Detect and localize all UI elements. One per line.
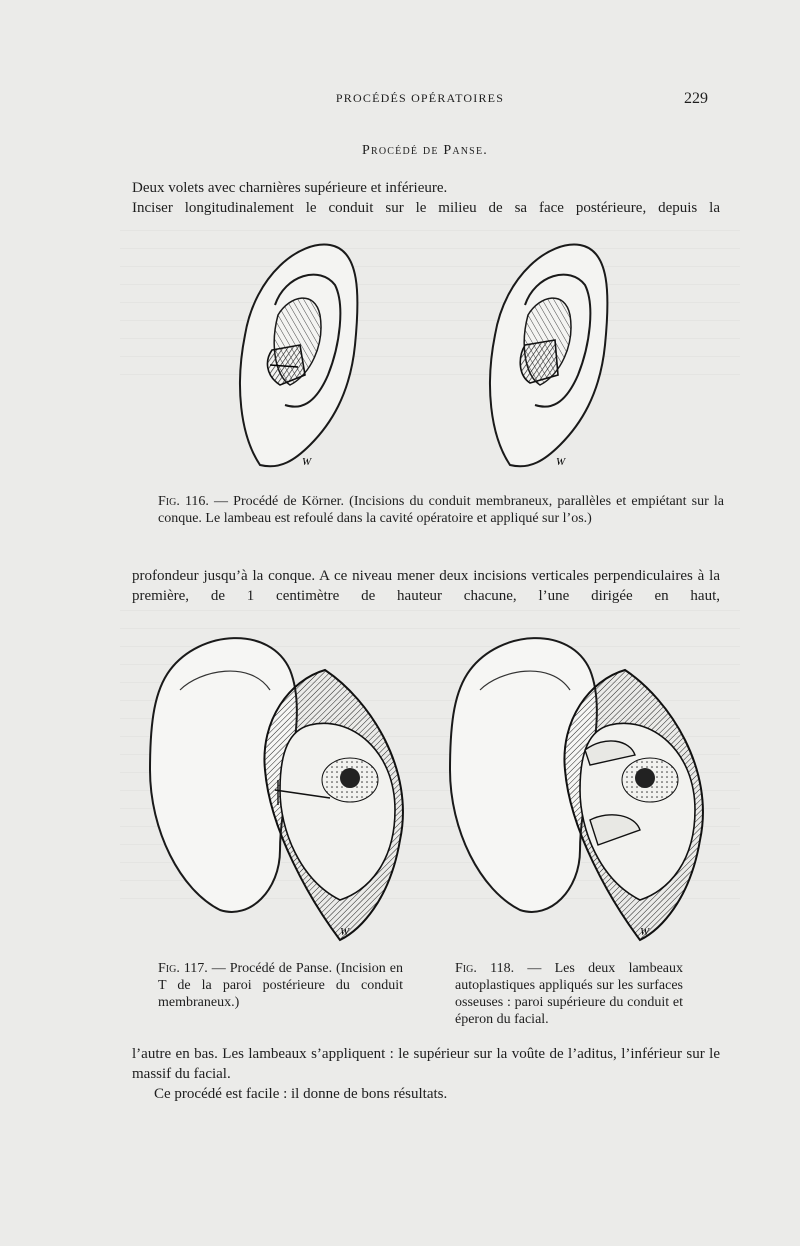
closing-text: l’autre en bas. Les lambeaux s’appliquent : le supérieur sur la voûte de l’aditus, l’inférieur sur le massif du facial.	[132, 1046, 720, 1082]
figure-117-caption	[158, 960, 403, 1011]
section-title: Procédé de Panse.	[362, 143, 488, 158]
figure-116-signature-right: W	[556, 456, 566, 468]
figure-116-illustration	[220, 235, 620, 475]
intro-paragraph	[132, 178, 720, 218]
figure-118-caption	[455, 960, 683, 1028]
figure-117-caption-label: Fig. 117.	[158, 961, 208, 976]
figure-117-signature: W	[340, 926, 350, 938]
figure-116-signature-left: W	[302, 456, 312, 468]
figure-117-caption-text: — Procédé de Panse. (Incision en T de la paroi postérieure du conduit membraneux.)	[158, 961, 403, 1010]
figure-116-caption	[158, 493, 724, 527]
figure-116-caption-text: — Procédé de Körner. (Incisions du conduit membraneux, parallèles et empiétant sur la conque. Le lambeau est refoulé dans la cavité opératoire et appliqué sur l’os.)	[158, 494, 724, 526]
figure-118-illustration	[440, 630, 720, 950]
final-sentence: Ce procédé est facile : il donne de bons résultats.	[154, 1086, 448, 1102]
page-header	[0, 90, 800, 110]
figure-118-caption-label: Fig. 118.	[455, 961, 515, 976]
middle-paragraph	[132, 566, 720, 606]
figure-117-illustration	[140, 630, 420, 950]
page-number: 229	[684, 90, 708, 107]
intro-line-2: Inciser longitudinalement le conduit sur le milieu de sa face postérieure, depuis la	[132, 200, 720, 216]
closing-paragraph	[132, 1044, 720, 1104]
middle-text: profondeur jusqu’à la conque. A ce niveau mener deux incisions verticales perpendiculaires à la première, de 1 centimètre de hauteur chacune, l’une dirigée en haut,	[132, 568, 720, 604]
figure-118-caption-text: — Les deux lambeaux autoplastiques appliqués sur les surfaces osseuses : paroi supérieure du conduit et éperon du facial.	[455, 961, 683, 1027]
ear-right-drawing	[490, 245, 607, 468]
intro-line-1: Deux volets avec charnières supérieure et inférieure.	[132, 180, 448, 196]
figure-116-caption-label: Fig. 116.	[158, 494, 209, 509]
ear-left-drawing	[240, 245, 357, 468]
figure-118-signature: W	[640, 926, 650, 938]
running-head: PROCÉDÉS OPÉRATOIRES	[335, 91, 505, 105]
